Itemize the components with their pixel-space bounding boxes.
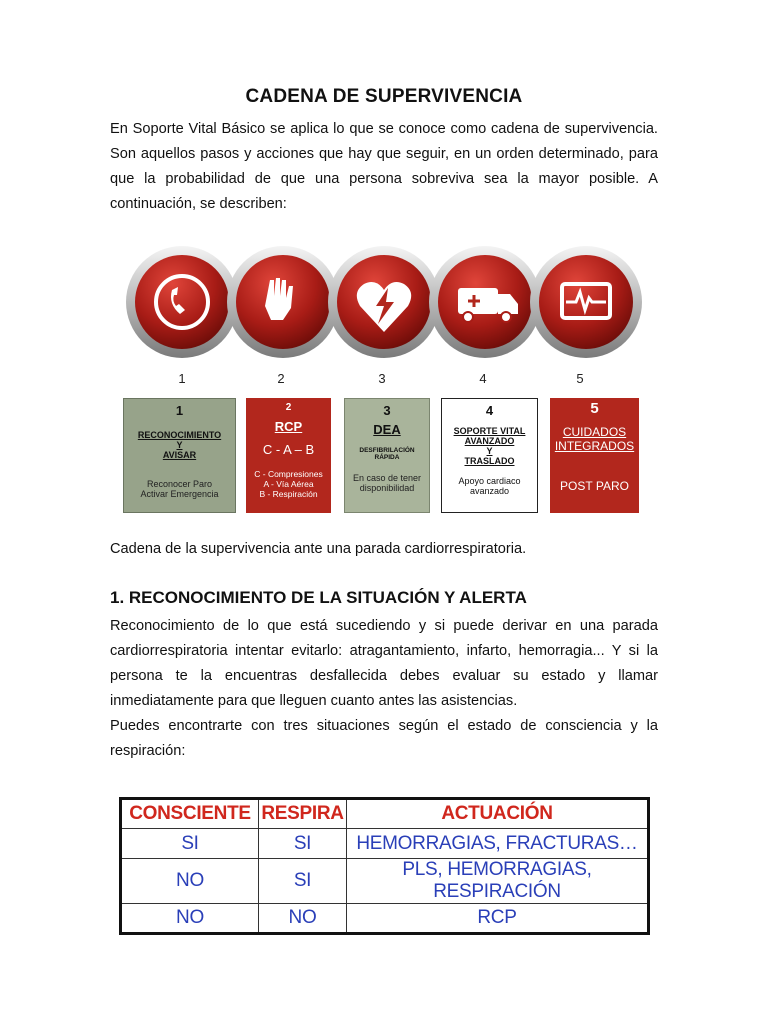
card-title: RCP <box>274 419 303 434</box>
step-number-3: 3 <box>378 371 386 386</box>
table-cell: PLS, HEMORRAGIAS, RESPIRACIÓN <box>347 859 649 904</box>
section-paragraph: Reconocimiento de lo que está sucediendo y si puede derivar en una parada cardiorrespiratoria intentar evitarlo: atragantamiento, infarto, hemorragia... Y si la persona te la encuentras desfallecida debes evaluar su estado y llamar inmediatamente para que lleguen cuanto antes las asistencias. <box>110 618 658 709</box>
section-paragraph: Puedes encontrarte con tres situaciones según el estado de consciencia y la respiración: <box>110 718 658 759</box>
card-sub: RÁPIDA <box>374 454 400 461</box>
card-sub: AVISAR <box>162 450 197 460</box>
monitor-ecg-icon <box>530 246 642 358</box>
card-desc: POST PARO <box>560 479 629 493</box>
table-header-cell: ACTUACIÓN <box>347 799 649 829</box>
hands-icon <box>227 246 339 358</box>
figure-caption: Cadena de la supervivencia ante una parada cardiorrespiratoria. <box>110 541 527 557</box>
card-title: SOPORTE VITAL <box>453 426 526 436</box>
card-title: CUIDADOS <box>562 425 627 439</box>
table-cell: SI <box>121 829 259 859</box>
chain-of-survival-figure <box>112 240 657 530</box>
card-desc: disponibilidad <box>359 483 415 493</box>
table-cell: SI <box>259 829 347 859</box>
step-card-4 <box>441 398 538 513</box>
table-row <box>121 859 649 904</box>
step-number-1: 1 <box>178 371 186 386</box>
card-title: DEA <box>373 422 401 437</box>
card-desc: C - Compresiones <box>254 469 323 479</box>
step-card-1 <box>123 398 236 513</box>
step-card-5 <box>550 398 639 513</box>
ambulance-icon <box>429 246 541 358</box>
card-desc: Apoyo cardiaco <box>458 476 521 486</box>
card-number: 4 <box>485 403 494 418</box>
table-cell: SI <box>259 859 347 904</box>
section-heading: 1. RECONOCIMIENTO DE LA SITUACIÓN Y ALERTA <box>110 588 527 607</box>
card-title: RECONOCIMIENTO <box>137 430 222 440</box>
table-row <box>121 904 649 934</box>
card-sub: DESFIBRILACIÓN <box>359 447 415 454</box>
table-header-cell: CONSCIENTE <box>121 799 259 829</box>
table-row <box>121 829 649 859</box>
phone-icon <box>126 246 238 358</box>
situations-table <box>119 797 650 935</box>
card-desc: B - Respiración <box>259 489 318 499</box>
card-desc: avanzado <box>469 486 510 496</box>
table-cell: HEMORRAGIAS, FRACTURAS… <box>347 829 649 859</box>
page-title: CADENA DE SUPERVIVENCIA <box>245 86 523 107</box>
step-number-2: 2 <box>277 371 285 386</box>
card-desc: En caso de tener <box>352 473 422 483</box>
card-number: 1 <box>175 403 184 418</box>
card-number: 2 <box>285 402 292 413</box>
table-cell: NO <box>121 859 259 904</box>
card-desc: A - Vía Aérea <box>263 479 314 489</box>
step-card-3 <box>344 398 430 513</box>
card-sub: AVANZADO <box>464 436 515 446</box>
card-sub: INTEGRADOS <box>554 439 635 453</box>
card-desc: Activar Emergencia <box>140 489 219 499</box>
card-sub: Y <box>486 446 493 456</box>
heart-bolt-icon <box>328 246 440 358</box>
step-card-2 <box>246 398 331 513</box>
table-cell: NO <box>259 904 347 934</box>
card-sub: C - A – B <box>262 442 315 457</box>
card-sub: TRASLADO <box>464 456 515 466</box>
table-cell: NO <box>121 904 259 934</box>
table-header-cell: RESPIRA <box>259 799 347 829</box>
card-sub: Y <box>176 440 183 450</box>
table-cell: RCP <box>347 904 649 934</box>
card-number: 3 <box>383 403 391 418</box>
card-desc: Reconocer Paro <box>146 479 213 489</box>
chain-icons <box>112 240 657 370</box>
step-number-5: 5 <box>576 371 584 386</box>
card-number: 5 <box>590 400 599 417</box>
table-header-row <box>121 799 649 829</box>
step-number-4: 4 <box>479 371 487 386</box>
intro-paragraph: En Soporte Vital Básico se aplica lo que se conoce como cadena de supervivencia. Son aquellos pasos y acciones que hay que seguir, en un orden determinado, para que la probabilidad de que una persona sobreviva sea la mayor posible. A continuación, se describen: <box>110 121 658 212</box>
